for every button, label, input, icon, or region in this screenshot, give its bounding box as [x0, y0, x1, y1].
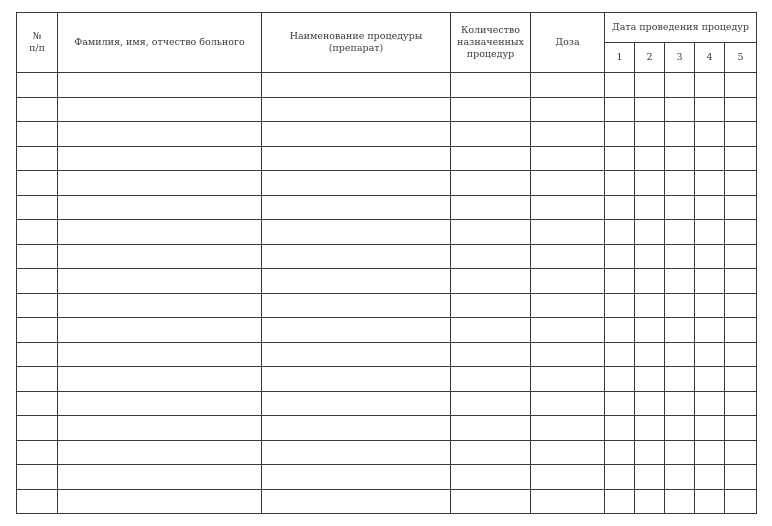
- header-number-abbr: п/п: [29, 42, 45, 54]
- table-row: [17, 391, 757, 416]
- date-cell: [635, 465, 665, 490]
- dose-cell: [531, 293, 605, 318]
- date-cell: [695, 220, 725, 245]
- patient-name-cell: [58, 97, 262, 122]
- dose-cell: [531, 391, 605, 416]
- date-cell: [725, 489, 757, 514]
- table-row: [17, 269, 757, 294]
- header-date-column: 1: [605, 43, 635, 73]
- procedure-cell: [262, 293, 451, 318]
- date-cell: [665, 391, 695, 416]
- table-row: [17, 489, 757, 514]
- procedure-cell: [262, 195, 451, 220]
- header-date-column: 3: [665, 43, 695, 73]
- dose-cell: [531, 171, 605, 196]
- date-cell: [695, 244, 725, 269]
- date-cell: [665, 220, 695, 245]
- procedure-cell: [262, 171, 451, 196]
- header-count-line-1: Количество: [461, 24, 520, 36]
- patient-name-cell: [58, 440, 262, 465]
- procedure-cell: [262, 269, 451, 294]
- date-cell: [635, 146, 665, 171]
- table-row: [17, 416, 757, 441]
- header-procedure-title: Наименование процедуры: [289, 30, 423, 42]
- header-number: [17, 13, 58, 73]
- patient-name-cell: [58, 391, 262, 416]
- number-cell: [17, 416, 58, 441]
- number-cell: [17, 367, 58, 392]
- number-cell: [17, 318, 58, 343]
- procedure-cell: [262, 146, 451, 171]
- number-cell: [17, 342, 58, 367]
- count-cell: [451, 465, 531, 490]
- date-cell: [725, 146, 757, 171]
- header-patient-name: Фамилия, имя, отчество больного: [58, 13, 262, 73]
- count-cell: [451, 171, 531, 196]
- date-cell: [635, 318, 665, 343]
- date-cell: [695, 391, 725, 416]
- dose-cell: [531, 367, 605, 392]
- patient-name-cell: [58, 318, 262, 343]
- patient-name-cell: [58, 171, 262, 196]
- date-cell: [725, 391, 757, 416]
- date-cell: [605, 465, 635, 490]
- date-cell: [695, 195, 725, 220]
- table-row: [17, 171, 757, 196]
- count-cell: [451, 146, 531, 171]
- date-cell: [725, 220, 757, 245]
- number-cell: [17, 122, 58, 147]
- date-cell: [725, 465, 757, 490]
- number-cell: [17, 73, 58, 98]
- table-row: [17, 465, 757, 490]
- count-cell: [451, 342, 531, 367]
- procedure-cell: [262, 342, 451, 367]
- number-cell: [17, 391, 58, 416]
- table-row: [17, 73, 757, 98]
- patient-name-cell: [58, 269, 262, 294]
- dose-cell: [531, 195, 605, 220]
- table-row: [17, 195, 757, 220]
- date-cell: [665, 440, 695, 465]
- count-cell: [451, 416, 531, 441]
- date-cell: [635, 342, 665, 367]
- dose-cell: [531, 73, 605, 98]
- date-cell: [725, 244, 757, 269]
- procedure-cell: [262, 73, 451, 98]
- procedure-cell: [262, 97, 451, 122]
- date-cell: [665, 97, 695, 122]
- number-cell: [17, 244, 58, 269]
- date-cell: [635, 73, 665, 98]
- date-cell: [725, 269, 757, 294]
- date-cell: [665, 244, 695, 269]
- patient-name-cell: [58, 416, 262, 441]
- date-cell: [695, 440, 725, 465]
- table-header: [17, 13, 757, 73]
- count-cell: [451, 293, 531, 318]
- date-cell: [605, 391, 635, 416]
- date-cell: [665, 171, 695, 196]
- date-cell: [605, 416, 635, 441]
- date-cell: [665, 342, 695, 367]
- patient-name-cell: [58, 244, 262, 269]
- date-cell: [725, 171, 757, 196]
- date-cell: [695, 318, 725, 343]
- header-date-column: 5: [725, 43, 757, 73]
- date-cell: [695, 489, 725, 514]
- date-cell: [725, 195, 757, 220]
- table-row: [17, 146, 757, 171]
- date-cell: [635, 489, 665, 514]
- date-cell: [635, 293, 665, 318]
- procedure-cell: [262, 220, 451, 245]
- date-cell: [725, 416, 757, 441]
- date-cell: [725, 440, 757, 465]
- procedure-cell: [262, 465, 451, 490]
- date-cell: [665, 146, 695, 171]
- procedure-cell: [262, 367, 451, 392]
- date-cell: [605, 293, 635, 318]
- date-cell: [725, 122, 757, 147]
- count-cell: [451, 220, 531, 245]
- number-cell: [17, 195, 58, 220]
- date-cell: [695, 146, 725, 171]
- table-row: [17, 97, 757, 122]
- count-cell: [451, 97, 531, 122]
- dose-cell: [531, 244, 605, 269]
- header-procedure: [262, 13, 451, 73]
- dose-cell: [531, 269, 605, 294]
- date-cell: [665, 269, 695, 294]
- table-body: [17, 73, 757, 514]
- date-cell: [695, 367, 725, 392]
- number-cell: [17, 220, 58, 245]
- header-date-column: 4: [695, 43, 725, 73]
- dose-cell: [531, 440, 605, 465]
- dose-cell: [531, 318, 605, 343]
- date-cell: [665, 367, 695, 392]
- date-cell: [605, 122, 635, 147]
- date-cell: [665, 318, 695, 343]
- dose-cell: [531, 489, 605, 514]
- patient-name-cell: [58, 146, 262, 171]
- date-cell: [665, 195, 695, 220]
- header-count-line-3: процедур: [466, 48, 515, 60]
- date-cell: [605, 195, 635, 220]
- table-row: [17, 122, 757, 147]
- header-procedure-count: [451, 13, 531, 73]
- date-cell: [665, 489, 695, 514]
- date-cell: [695, 465, 725, 490]
- date-cell: [635, 391, 665, 416]
- date-cell: [695, 73, 725, 98]
- procedure-cell: [262, 440, 451, 465]
- number-cell: [17, 171, 58, 196]
- count-cell: [451, 195, 531, 220]
- number-cell: [17, 146, 58, 171]
- date-cell: [605, 440, 635, 465]
- procedure-cell: [262, 489, 451, 514]
- count-cell: [451, 489, 531, 514]
- number-cell: [17, 489, 58, 514]
- date-cell: [605, 146, 635, 171]
- date-cell: [635, 269, 665, 294]
- patient-name-cell: [58, 342, 262, 367]
- header-dose: Доза: [531, 13, 605, 73]
- date-cell: [725, 367, 757, 392]
- date-cell: [665, 73, 695, 98]
- date-cell: [605, 269, 635, 294]
- date-cell: [635, 416, 665, 441]
- procedure-register-table: [16, 12, 757, 514]
- procedure-cell: [262, 122, 451, 147]
- number-cell: [17, 97, 58, 122]
- count-cell: [451, 440, 531, 465]
- date-cell: [605, 220, 635, 245]
- number-cell: [17, 293, 58, 318]
- table-row: [17, 244, 757, 269]
- date-cell: [695, 416, 725, 441]
- count-cell: [451, 269, 531, 294]
- header-procedure-subtitle: (препарат): [328, 42, 384, 54]
- count-cell: [451, 391, 531, 416]
- date-cell: [725, 342, 757, 367]
- patient-name-cell: [58, 293, 262, 318]
- dose-cell: [531, 220, 605, 245]
- patient-name-cell: [58, 367, 262, 392]
- table-row: [17, 367, 757, 392]
- table-row: [17, 293, 757, 318]
- date-cell: [605, 73, 635, 98]
- table-row: [17, 342, 757, 367]
- date-cell: [665, 465, 695, 490]
- dose-cell: [531, 465, 605, 490]
- date-cell: [635, 122, 665, 147]
- date-cell: [605, 367, 635, 392]
- date-cell: [605, 489, 635, 514]
- date-cell: [635, 171, 665, 196]
- date-cell: [605, 244, 635, 269]
- date-cell: [635, 440, 665, 465]
- date-cell: [725, 73, 757, 98]
- number-cell: [17, 465, 58, 490]
- header-number-symbol: №: [32, 30, 42, 42]
- header-date-column: 2: [635, 43, 665, 73]
- patient-name-cell: [58, 465, 262, 490]
- count-cell: [451, 318, 531, 343]
- date-cell: [695, 269, 725, 294]
- dose-cell: [531, 97, 605, 122]
- date-cell: [695, 122, 725, 147]
- patient-name-cell: [58, 122, 262, 147]
- date-cell: [635, 97, 665, 122]
- date-cell: [665, 416, 695, 441]
- date-cell: [665, 122, 695, 147]
- date-cell: [725, 293, 757, 318]
- procedure-cell: [262, 318, 451, 343]
- number-cell: [17, 269, 58, 294]
- date-cell: [605, 97, 635, 122]
- table-row: [17, 220, 757, 245]
- date-cell: [695, 293, 725, 318]
- count-cell: [451, 244, 531, 269]
- count-cell: [451, 122, 531, 147]
- date-cell: [725, 97, 757, 122]
- date-cell: [695, 97, 725, 122]
- patient-name-cell: [58, 195, 262, 220]
- number-cell: [17, 440, 58, 465]
- date-cell: [695, 171, 725, 196]
- procedure-cell: [262, 391, 451, 416]
- date-cell: [695, 342, 725, 367]
- patient-name-cell: [58, 73, 262, 98]
- dose-cell: [531, 122, 605, 147]
- date-cell: [725, 318, 757, 343]
- table-row: [17, 318, 757, 343]
- count-cell: [451, 367, 531, 392]
- patient-name-cell: [58, 220, 262, 245]
- patient-name-cell: [58, 489, 262, 514]
- header-dates: Дата проведения процедур: [605, 13, 757, 43]
- procedure-cell: [262, 416, 451, 441]
- date-cell: [635, 244, 665, 269]
- date-cell: [605, 342, 635, 367]
- date-cell: [635, 367, 665, 392]
- date-cell: [605, 171, 635, 196]
- date-cell: [635, 220, 665, 245]
- count-cell: [451, 73, 531, 98]
- table-row: [17, 440, 757, 465]
- header-count-line-2: назначенных: [457, 36, 524, 48]
- date-cell: [635, 195, 665, 220]
- procedure-cell: [262, 244, 451, 269]
- date-cell: [665, 293, 695, 318]
- dose-cell: [531, 146, 605, 171]
- dose-cell: [531, 342, 605, 367]
- dose-cell: [531, 416, 605, 441]
- date-cell: [605, 318, 635, 343]
